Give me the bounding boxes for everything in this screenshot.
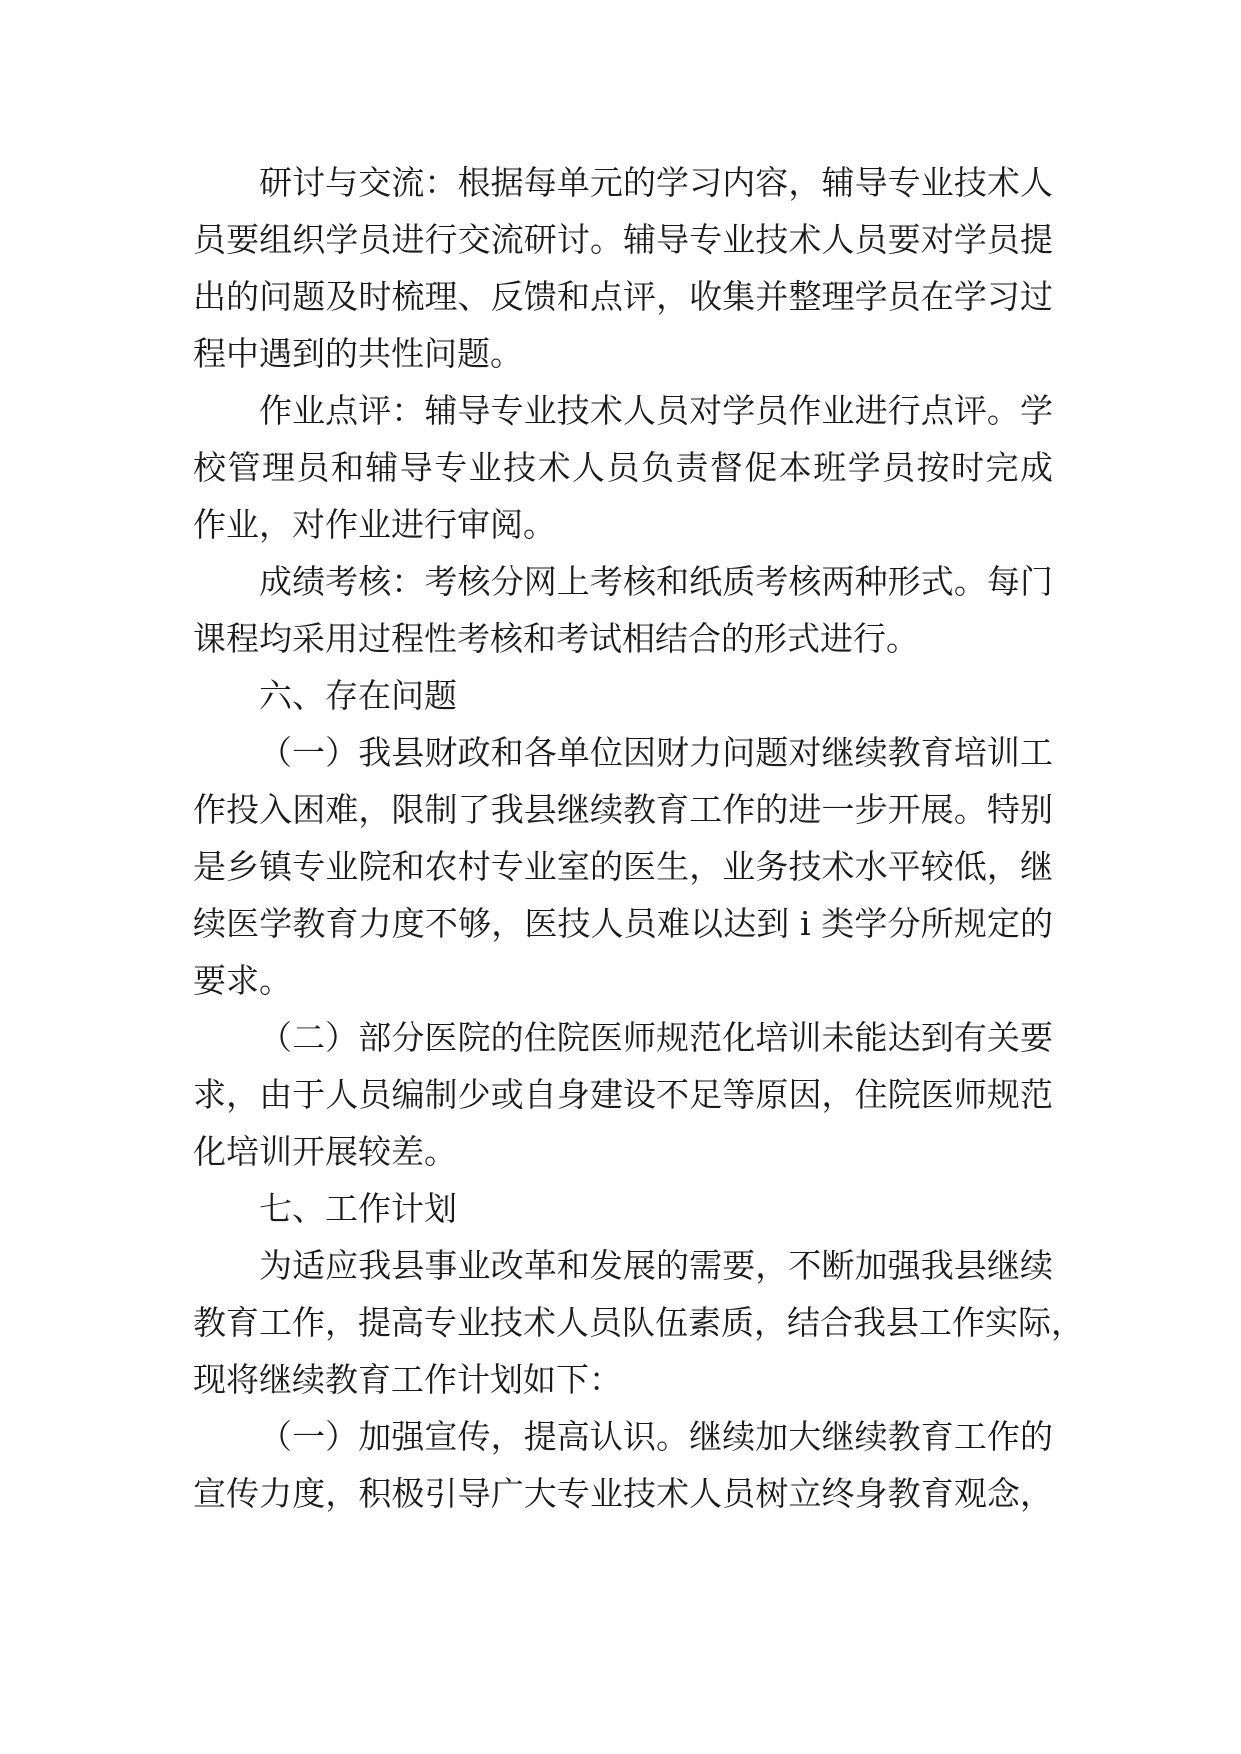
section-heading: 七、工作计划 <box>259 1189 457 1228</box>
paragraph-line: 出的问题及时梳理、反馈和点评，收集并整理学员在学习过 <box>193 277 1053 316</box>
paragraph-line: 员要组织学员进行交流研讨。辅导专业技术人员要对学员提 <box>193 220 1053 259</box>
paragraph-line: （一）我县财政和各单位因财力问题对继续教育培训工 <box>259 733 1053 772</box>
paragraph-line: 校管理员和辅导专业技术人员负责督促本班学员按时完成 <box>193 448 1053 487</box>
section-heading: 六、存在问题 <box>259 676 457 715</box>
paragraph-line: 化培训开展较差。 <box>193 1132 457 1171</box>
paragraph-line: 成绩考核：考核分网上考核和纸质考核两种形式。每门 <box>259 562 1053 601</box>
paragraph-line: 研讨与交流：根据每单元的学习内容，辅导专业技术人 <box>259 163 1053 202</box>
paragraph-line: 是乡镇专业院和农村专业室的医生，业务技术水平较低，继 <box>193 847 1053 886</box>
paragraph-line: 教育工作，提高专业技术人员队伍素质，结合我县工作实际， <box>193 1303 1084 1342</box>
paragraph-line: （二）部分医院的住院医师规范化培训未能达到有关要 <box>259 1018 1053 1057</box>
paragraph-line: 现将继续教育工作计划如下： <box>193 1360 622 1399</box>
paragraph-line: 程中遇到的共性问题。 <box>193 334 523 373</box>
paragraph-line: 为适应我县事业改革和发展的需要，不断加强我县继续 <box>259 1246 1053 1285</box>
paragraph-line: 要求。 <box>193 961 292 1000</box>
paragraph-line: 作业，对作业进行审阅。 <box>193 505 556 544</box>
paragraph-line: 宣传力度，积极引导广大专业技术人员树立终身教育观念， <box>193 1474 1053 1513</box>
paragraph-line: 作业点评：辅导专业技术人员对学员作业进行点评。学 <box>259 391 1053 430</box>
paragraph-line: 课程均采用过程性考核和考试相结合的形式进行。 <box>193 619 919 658</box>
paragraph-line: 续医学教育力度不够，医技人员难以达到 i 类学分所规定的 <box>193 904 1053 943</box>
paragraph-line: 作投入困难，限制了我县继续教育工作的进一步开展。特别 <box>193 790 1053 829</box>
paragraph-line: （一）加强宣传，提高认识。继续加大继续教育工作的 <box>259 1417 1053 1456</box>
paragraph-line: 求，由于人员编制少或自身建设不足等原因，住院医师规范 <box>193 1075 1053 1114</box>
